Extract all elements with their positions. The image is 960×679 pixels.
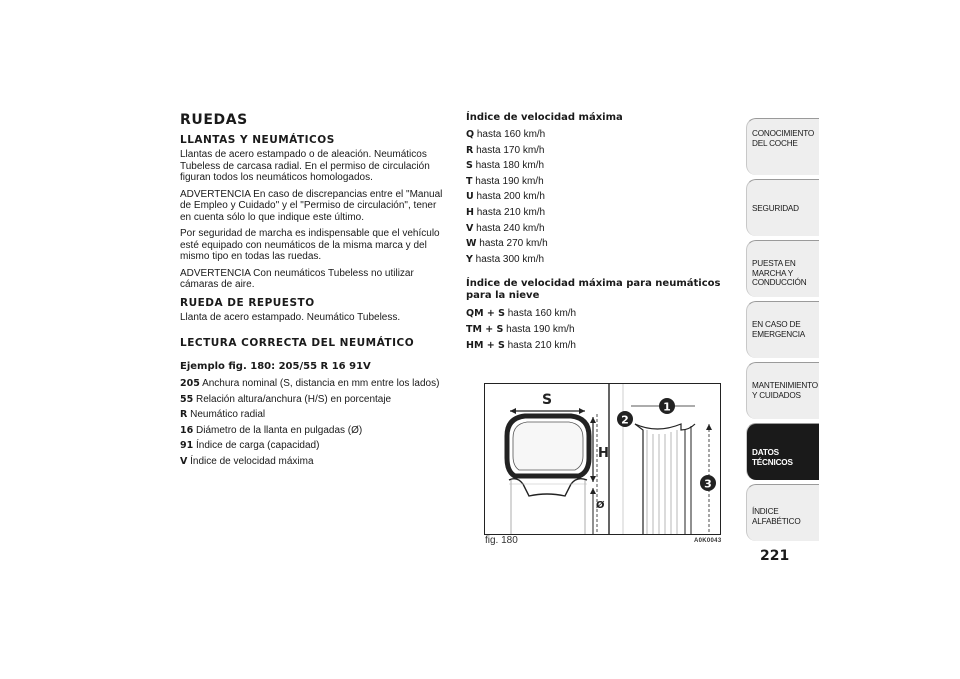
svg-text:3: 3 <box>704 477 712 491</box>
svg-text:1: 1 <box>663 400 671 414</box>
label-diameter: Ø <box>596 500 605 511</box>
middle-column <box>466 112 731 353</box>
list-item: Q hasta 160 km/h <box>466 129 546 140</box>
speed-index-title: Índice de velocidad máxima <box>466 112 623 123</box>
paragraph-advertencia-1: ADVERTENCIA En caso de discrepancias entre el "Manual de Empleo y Cuidado" y el "Permiso de circulación", tener en cuenta sólo lo que indique este último. <box>180 188 443 223</box>
paragraph-llantas: Llantas de acero estampado o de aleación. Neumáticos Tubeless de carcasa radial. En el permiso de circulación figuran todos los neumáticos homologados. <box>180 149 430 183</box>
tab-seguridad[interactable]: SEGURIDAD <box>746 179 819 236</box>
figure-caption: fig. 180 <box>485 535 518 546</box>
heading-llantas: LLANTAS Y NEUMÁTICOS <box>180 134 335 146</box>
speed-list <box>466 127 731 267</box>
section-title-ruedas: RUEDAS <box>180 112 248 128</box>
list-item: H hasta 210 km/h <box>466 206 546 218</box>
list-item: 91 Índice de carga (capacidad) <box>180 440 320 452</box>
list-item: HM + S hasta 210 km/h <box>466 339 576 351</box>
tab-mantenimiento[interactable]: MANTENIMIENTO Y CUIDADOS <box>746 362 819 419</box>
list-item: R Neumático radial <box>180 409 266 421</box>
chapter-sidebar <box>746 118 819 545</box>
figure-code: A0K0043 <box>694 538 722 544</box>
paragraph-repuesto: Llanta de acero estampado. Neumático Tubeless. <box>180 311 401 323</box>
tyre-figure <box>484 383 721 535</box>
list-item: U hasta 200 km/h <box>466 191 545 203</box>
snow-index-title: Índice de velocidad máxima para neumáticos para la nieve <box>466 278 721 302</box>
tyre-diagram <box>485 384 720 534</box>
list-item: V hasta 240 km/h <box>466 222 545 234</box>
list-item: QM + S hasta 160 km/h <box>466 308 577 320</box>
list-item: S hasta 180 km/h <box>466 160 544 172</box>
list-item: TM + S hasta 190 km/h <box>466 323 575 335</box>
svg-text:2: 2 <box>621 413 629 427</box>
heading-rueda-repuesto: RUEDA DE REPUESTO <box>180 296 315 309</box>
list-item: 55 Relación altura/anchura (H/S) en porcentaje <box>180 393 392 405</box>
paragraph-advertencia-2: ADVERTENCIA Con neumáticos Tubeless no utilizar cámaras de aire. <box>180 267 414 290</box>
left-column <box>180 112 450 470</box>
list-item: 16 Diámetro de la llanta en pulgadas (Ø) <box>180 424 363 436</box>
list-item: W hasta 270 km/h <box>466 238 548 250</box>
snow-list <box>466 306 731 353</box>
list-item: V Índice de velocidad máxima <box>180 455 314 467</box>
list-item: Y hasta 300 km/h <box>466 253 545 265</box>
list-item: 205 Anchura nominal (S, distancia en mm entre los lados) <box>180 378 440 389</box>
tyre-code-list <box>180 376 450 470</box>
label-h: H <box>598 446 609 461</box>
list-item: T hasta 190 km/h <box>466 175 544 187</box>
example-line: Ejemplo fig. 180: 205/55 R 16 91V <box>180 361 371 372</box>
tab-conocimiento[interactable]: CONOCIMIENTO DEL COCHE <box>746 118 819 175</box>
tab-indice-alfabetico[interactable]: ÍNDICE ALFABÉTICO <box>746 484 819 541</box>
tab-emergencia[interactable]: EN CASO DE EMERGENCIA <box>746 301 819 358</box>
list-item: R hasta 170 km/h <box>466 144 545 156</box>
tab-datos-tecnicos[interactable]: DATOS TÉCNICOS <box>746 423 819 480</box>
heading-lectura: LECTURA CORRECTA DEL NEUMÁTICO <box>180 337 415 349</box>
page-number: 221 <box>760 548 790 564</box>
tab-puesta-en-marcha[interactable]: PUESTA EN MARCHA Y CONDUCCIÓN <box>746 240 819 297</box>
label-s: S <box>542 392 553 408</box>
paragraph-seguridad: Por seguridad de marcha es indispensable que el vehículo esté equipado con neumáticos de la misma marca y del mismo tipo en todas las ruedas. <box>180 228 440 262</box>
